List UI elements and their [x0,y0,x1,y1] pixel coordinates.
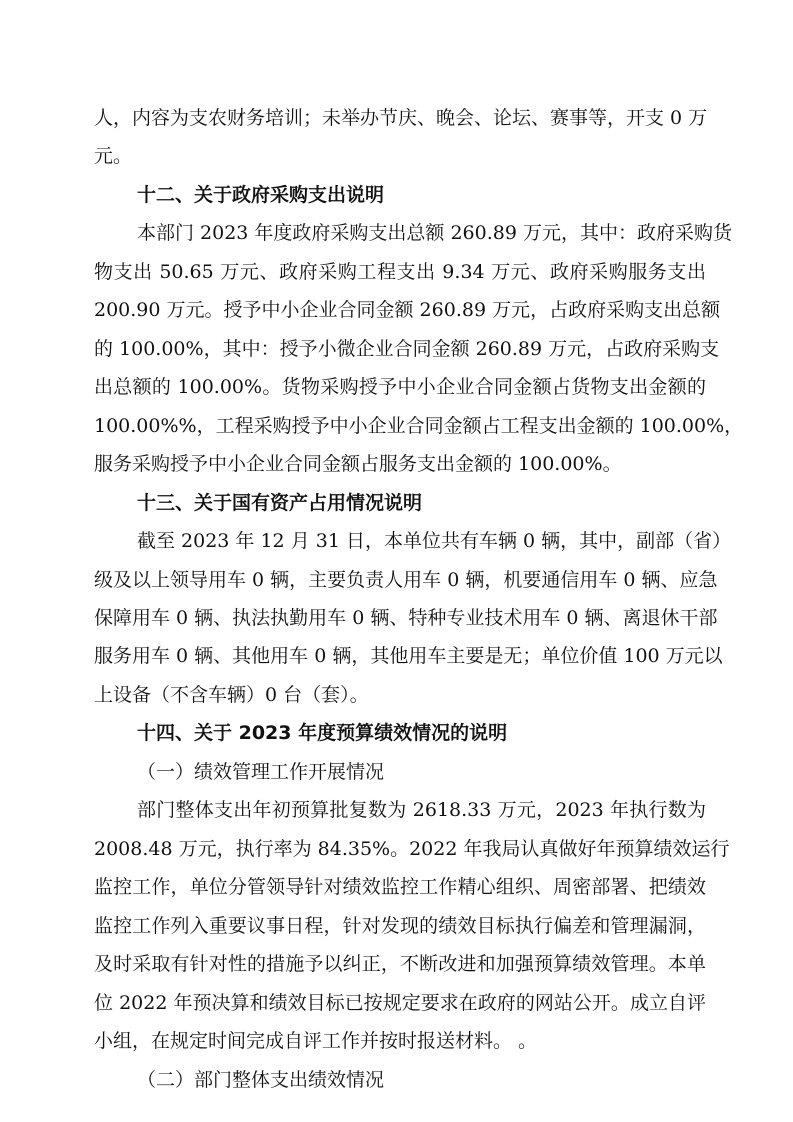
text-line: 物支出 50.65 万元、政府采购工程支出 9.34 万元、政府采购服务支出 [94,261,706,283]
section-heading-12: 十二、关于政府采购支出说明 [137,184,385,206]
text-line: 部门整体支出年初预算批复数为 2618.33 万元，2023 年执行数为 [137,799,706,821]
text-line: 截至 2023 年 12 月 31 日，本单位共有车辆 0 辆，其中，副部（省） [137,530,732,552]
text-line: 保障用车 0 辆、执法执勤用车 0 辆、特种专业技术用车 0 辆、离退休干部 [94,607,718,629]
subsection-heading-2: （二）部门整体支出绩效情况 [137,1069,385,1091]
text-line: 2008.48 万元，执行率为 84.35%。2022 年我局认真做好年预算绩效运行 [94,838,730,860]
text-line: 小组，在规定时间完成自评工作并按时报送材料。 。 [94,1030,538,1052]
text-line: 本部门 2023 年度政府采购支出总额 260.89 万元，其中：政府采购货 [137,222,732,244]
text-line: 人，内容为支农财务培训；未举办节庆、晚会、论坛、赛事等，开支 0 万 [94,107,708,129]
text-line: 上设备（不含车辆）0 台（套）。 [94,684,369,706]
section-heading-13: 十三、关于国有资产占用情况说明 [137,492,423,514]
text-line: 服务采购授予中小企业合同金额占服务支出金额的 100.00%。 [94,453,622,475]
text-line: 监控工作，单位分管领导针对绩效监控工作精心组织、周密部署、把绩效 [94,876,706,898]
text-line: 的 100.00%，其中：授予小微企业合同金额 260.89 万元，占政府采购支 [94,338,720,360]
text-line: 服务用车 0 辆、其他用车 0 辆，其他用车主要是无；单位价值 100 万元以 [94,645,723,667]
subsection-heading-1: （一）绩效管理工作开展情况 [137,761,385,783]
section-heading-14: 十四、关于 2023 年度预算绩效情况的说明 [137,722,508,744]
text-line: 出总额的 100.00%。货物采购授予中小企业合同金额占货物支出金额的 [94,376,706,398]
text-line: 及时采取有针对性的措施予以纠正，不断改进和加强预算绩效管理。本单 [94,953,706,975]
text-line: 100.00%%，工程采购授予中小企业合同金额占工程支出金额的 100.00%， [94,415,744,437]
text-line: 级及以上领导用车 0 辆，主要负责人用车 0 辆，机要通信用车 0 辆、应急 [94,569,718,591]
text-line: 监控工作列入重要议事日程，针对发现的绩效目标执行偏差和管理漏洞， [94,915,706,937]
text-line: 元。 [94,145,133,167]
text-line: 200.90 万元。授予中小企业合同金额 260.89 万元，占政府采购支出总额 [94,299,721,321]
text-line: 位 2022 年预决算和绩效目标已按规定要求在政府的网站公开。成立自评 [94,992,706,1014]
